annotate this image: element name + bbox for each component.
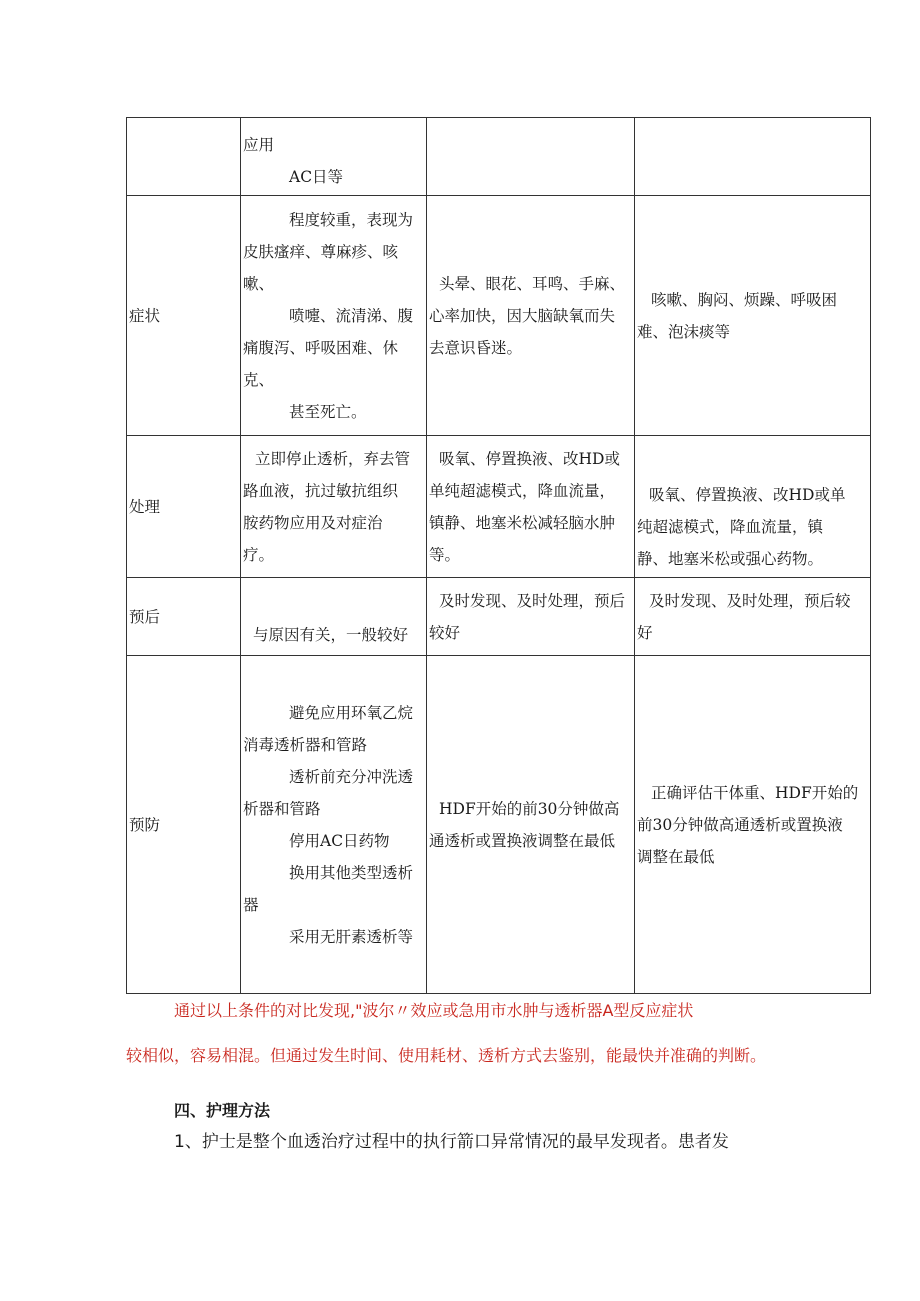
table-row [127,436,871,578]
cell-line: 器 [243,895,259,914]
table-cell [427,656,635,994]
table-cell [241,656,427,994]
cell-line: 心率加快，因大脑缺氧而失 [429,306,616,325]
table-row [127,578,871,656]
cell-line: 痛腹泻、呼吸困难、休 [243,338,399,357]
cell-line: AC日等 [289,168,344,186]
cell-line: HDF开始的前30分钟做高 [439,799,620,818]
cell-line: 前30分钟做高通透析或置换液 [637,815,843,834]
comparison-note-line-2: 较相似，容易相混。但通过发生时间、使用耗材、透析方式去鉴别，能最快并准确的判断。 [126,1046,767,1065]
cell-line: 嗽、 [243,274,275,293]
cell-line: 透析前充分冲洗透 [289,767,414,786]
cell-line: 避免应用环氧乙烷 [289,703,414,722]
cell-line: 换用其他类型透析 [289,863,414,882]
cell-line: 甚至死亡。 [289,402,367,421]
comparison-table [126,117,871,994]
cell-line: 采用无肝素透析等 [289,927,414,946]
cell-line: 路血液，抗过敏抗组织 [243,481,399,500]
cell-line: 难、泡沫痰等 [637,322,731,341]
cell-line: 咳嗽、胸闷、烦躁、呼吸困 [651,290,838,309]
table-cell [427,578,635,656]
table-row [127,656,871,994]
cell-line: 皮肤瘙痒、尊麻疹、咳 [243,242,399,261]
cell-line: 等。 [429,545,461,564]
table-cell [241,436,427,578]
comparison-note-line-1: 通过以上条件的对比发现,"波尔〃效应或急用市水肿与透析器A型反应症状 [174,1001,694,1020]
table-cell [635,436,871,578]
section-paragraph: 1、护士是整个血透治疗过程中的执行箭口异常情况的最早发现者。患者发 [174,1132,729,1152]
cell-line: 头晕、眼花、耳鸣、手麻、 [439,274,626,293]
section-heading: 四、护理方法 [174,1101,271,1120]
cell-line: 及时发现、及时处理，预后 [439,591,626,610]
table-cell [635,578,871,656]
cell-line: 镇静、地塞米松减轻脑水肿 [429,513,616,532]
cell-line: 停用AC日药物 [289,831,390,850]
cell-line: 程度较重，表现为 [289,210,414,229]
row-label-symptom: 症状 [127,196,241,436]
cell-line: 析器和管路 [243,799,321,818]
table-cell [427,118,635,196]
table-cell [241,118,427,196]
cell-line: 去意识昏迷。 [429,338,523,357]
cell-line: 通透析或置换液调整在最低 [429,831,616,850]
table-row [127,196,871,436]
cell-line: 消毒透析器和管路 [243,735,368,754]
table-cell [427,436,635,578]
cell-line: 克、 [243,370,275,389]
table-row [127,118,871,196]
cell-line: 及时发现、及时处理，预后较 [649,591,851,610]
table-cell [635,118,871,196]
cell-line: 纯超滤模式，降血流量，镇 [637,518,824,536]
table-cell [427,196,635,436]
table-cell [635,196,871,436]
cell-line: 正确评估干体重、HDF开始的 [651,783,859,802]
row-label-prognosis: 预后 [127,578,241,656]
cell-line: 好 [637,623,653,642]
cell-line: 立即停止透析，弃去管 [255,449,411,468]
cell-line: 与原因有关，一般较好 [253,626,409,644]
cell-line: 胺药物应用及对症治 [243,513,383,532]
table-cell [241,578,427,656]
cell-line: 喷嚏、流清涕、腹 [289,306,414,325]
cell-line: 较好 [429,623,461,642]
table-cell [241,196,427,436]
cell-line: 单纯超滤模式，降血流量， [429,481,616,500]
cell-line: 调整在最低 [637,847,715,866]
table-cell [635,656,871,994]
row-label-treatment: 处理 [127,436,241,578]
row-label-prevention: 预防 [127,656,241,994]
cell-line: 吸氧、停置换液、改HD或 [439,449,620,468]
cell-line: 吸氧、停置换液、改HD或单 [649,486,846,504]
row-label-cell [127,118,241,196]
cell-line: 静、地塞米松或强心药物。 [637,550,824,568]
cell-line: 疗。 [243,545,275,564]
cell-line: 应用 [243,136,275,154]
